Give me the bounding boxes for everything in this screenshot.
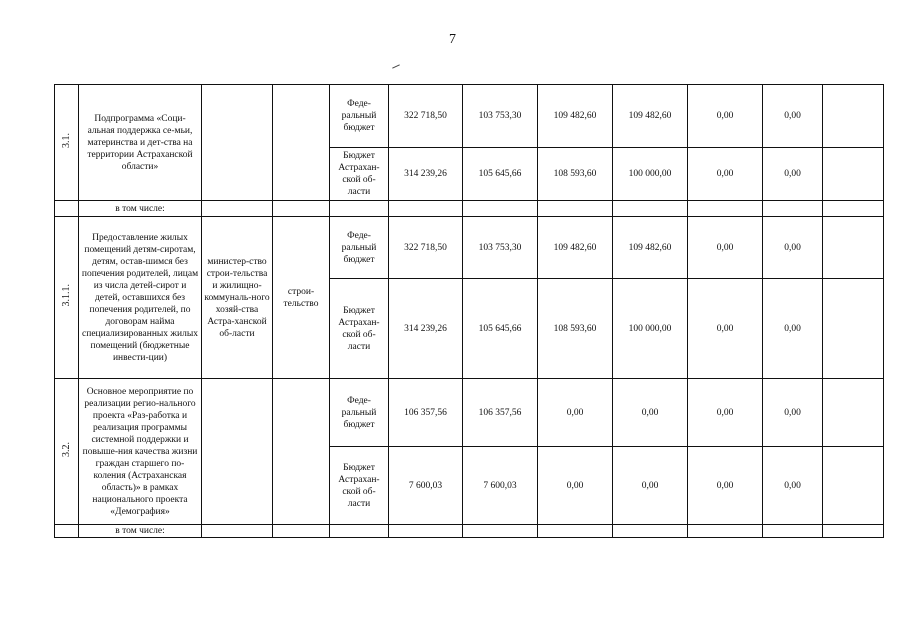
row-index-cell bbox=[55, 379, 79, 525]
purpose-cell: строи-тельство bbox=[273, 217, 330, 379]
budget-table bbox=[54, 84, 884, 538]
amount-cell: 0,00 bbox=[688, 148, 763, 201]
empty-cell bbox=[389, 525, 463, 538]
amount-cell: 0,00 bbox=[538, 447, 613, 525]
amount-cell: 0,00 bbox=[763, 379, 823, 447]
amount-cell: 0,00 bbox=[613, 447, 688, 525]
measure-name: Подпрограмма «Соци-альная поддержка се-мьи, материнства и дет-ства на территории Астраханской области» bbox=[79, 85, 202, 201]
table-row bbox=[55, 217, 884, 279]
amount-cell: 103 753,30 bbox=[463, 217, 538, 279]
amount-cell: 105 645,66 bbox=[463, 148, 538, 201]
row-index: 3.1. bbox=[60, 133, 72, 148]
measure-name: Основное мероприятие по реализации регио-нального проекта «Раз-работка и реализация программы системной поддержки и повыше-ния качества жизни граждан старшего по-коления (Астраханская область)» в рамках национального проекта «Демография» bbox=[79, 379, 202, 525]
table-row bbox=[55, 85, 884, 148]
amount-cell: 314 239,26 bbox=[389, 148, 463, 201]
subheader-including: в том числе: bbox=[79, 525, 202, 538]
empty-cell bbox=[688, 525, 763, 538]
empty-cell bbox=[202, 201, 273, 217]
row-index-cell bbox=[55, 85, 79, 201]
empty-cell bbox=[538, 525, 613, 538]
amount-cell: 109 482,60 bbox=[613, 217, 688, 279]
amount-cell: 105 645,66 bbox=[463, 279, 538, 379]
executor-cell bbox=[202, 85, 273, 201]
funding-source: Бюджет Астрахан-ской об-ласти bbox=[330, 279, 389, 379]
empty-cell bbox=[55, 201, 79, 217]
amount-cell: 100 000,00 bbox=[613, 279, 688, 379]
amount-cell: 0,00 bbox=[688, 279, 763, 379]
table-row bbox=[55, 201, 884, 217]
amount-cell: 0,00 bbox=[688, 217, 763, 279]
amount-cell: 322 718,50 bbox=[389, 85, 463, 148]
empty-cell bbox=[330, 201, 389, 217]
amount-cell: 109 482,60 bbox=[538, 85, 613, 148]
empty-cell bbox=[613, 525, 688, 538]
empty-cell bbox=[823, 279, 884, 379]
purpose-cell bbox=[273, 85, 330, 201]
executor-cell bbox=[202, 379, 273, 525]
page-number: 7 bbox=[449, 32, 456, 47]
amount-cell: 108 593,60 bbox=[538, 148, 613, 201]
amount-cell: 106 357,56 bbox=[389, 379, 463, 447]
funding-source: Бюджет Астрахан-ской об-ласти bbox=[330, 447, 389, 525]
row-index-cell bbox=[55, 217, 79, 379]
amount-cell: 0,00 bbox=[538, 379, 613, 447]
measure-name: Предоставление жилых помещений детям-сиротам, детям, остав-шимся без попечения родителей, лицам из числа детей-сирот и детей, оставшихся без попечения родителей, по договорам найма специализированных жилых помещений (бюджетные инвести-ции) bbox=[79, 217, 202, 379]
empty-cell bbox=[273, 525, 330, 538]
subheader-including: в том числе: bbox=[79, 201, 202, 217]
empty-cell bbox=[202, 525, 273, 538]
empty-cell bbox=[823, 148, 884, 201]
amount-cell: 109 482,60 bbox=[538, 217, 613, 279]
empty-cell bbox=[463, 201, 538, 217]
amount-cell: 7 600,03 bbox=[389, 447, 463, 525]
empty-cell bbox=[273, 201, 330, 217]
stray-mark bbox=[392, 64, 400, 68]
funding-source: Феде-ральный бюджет bbox=[330, 85, 389, 148]
amount-cell: 0,00 bbox=[613, 379, 688, 447]
amount-cell: 7 600,03 bbox=[463, 447, 538, 525]
amount-cell: 0,00 bbox=[688, 379, 763, 447]
amount-cell: 0,00 bbox=[688, 447, 763, 525]
amount-cell: 0,00 bbox=[688, 85, 763, 148]
amount-cell: 103 753,30 bbox=[463, 85, 538, 148]
amount-cell: 314 239,26 bbox=[389, 279, 463, 379]
amount-cell: 106 357,56 bbox=[463, 379, 538, 447]
empty-cell bbox=[613, 201, 688, 217]
row-index: 3.1.1. bbox=[60, 284, 72, 307]
executor-cell: министер-ство строи-тельства и жилищно-коммуналь-ного хозяй-ства Астра-ханской об-ласти bbox=[202, 217, 273, 379]
empty-cell bbox=[823, 201, 884, 217]
row-index: 3.2. bbox=[60, 442, 72, 457]
empty-cell bbox=[389, 201, 463, 217]
funding-source: Феде-ральный бюджет bbox=[330, 379, 389, 447]
funding-source: Феде-ральный бюджет bbox=[330, 217, 389, 279]
amount-cell: 0,00 bbox=[763, 447, 823, 525]
amount-cell: 0,00 bbox=[763, 217, 823, 279]
empty-cell bbox=[330, 525, 389, 538]
empty-cell bbox=[823, 379, 884, 447]
table-row bbox=[55, 379, 884, 447]
purpose-cell bbox=[273, 379, 330, 525]
amount-cell: 322 718,50 bbox=[389, 217, 463, 279]
empty-cell bbox=[538, 201, 613, 217]
empty-cell bbox=[55, 525, 79, 538]
amount-cell: 109 482,60 bbox=[613, 85, 688, 148]
empty-cell bbox=[823, 217, 884, 279]
funding-source: Бюджет Астрахан-ской об-ласти bbox=[330, 148, 389, 201]
empty-cell bbox=[823, 85, 884, 148]
empty-cell bbox=[688, 201, 763, 217]
empty-cell bbox=[763, 525, 823, 538]
amount-cell: 0,00 bbox=[763, 279, 823, 379]
empty-cell bbox=[823, 525, 884, 538]
empty-cell bbox=[463, 525, 538, 538]
table-row bbox=[55, 525, 884, 538]
amount-cell: 108 593,60 bbox=[538, 279, 613, 379]
amount-cell: 0,00 bbox=[763, 85, 823, 148]
empty-cell bbox=[763, 201, 823, 217]
amount-cell: 0,00 bbox=[763, 148, 823, 201]
empty-cell bbox=[823, 447, 884, 525]
amount-cell: 100 000,00 bbox=[613, 148, 688, 201]
